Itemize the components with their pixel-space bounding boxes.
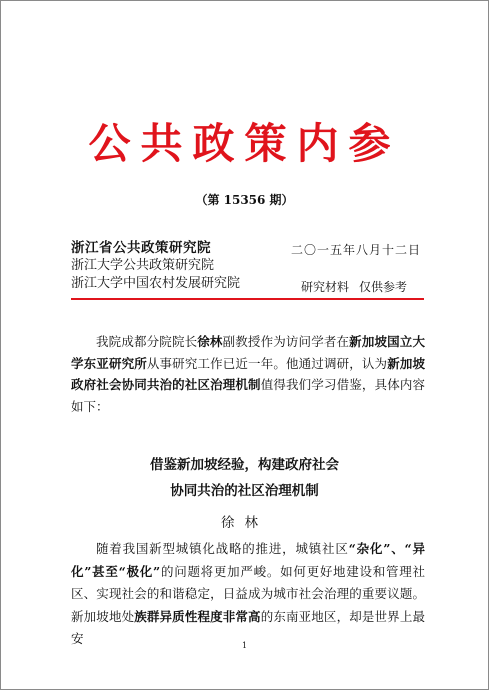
red-divider	[71, 298, 424, 300]
article-author: 徐林	[221, 515, 268, 531]
body-text: 的东南亚地区，却是世界上最安	[71, 608, 425, 646]
intro-text: 值得我们学习借鉴，具体内容如下：	[71, 377, 425, 414]
body-emphasis: “杂化”、“异化”甚至“极化”	[71, 541, 425, 579]
article-body-paragraph	[71, 538, 425, 651]
note-research-material: 研究材料	[301, 280, 350, 294]
intro-paragraph	[71, 331, 425, 417]
body-emphasis: 族群异质性程度非常高	[134, 608, 261, 624]
article-title-line: 借鉴新加坡经验，构建政府社会	[150, 457, 339, 473]
organization-name: 浙江大学公共政策研究院	[71, 258, 215, 273]
issue-number: （第 15356 期）	[195, 193, 294, 207]
page-number: 1	[241, 641, 248, 650]
intro-text: 从事研究工作已近一年。他通过调研，认为	[146, 355, 388, 371]
usage-note	[301, 278, 407, 295]
intro-topic: 新加坡政府社会协同共治的社区治理机制	[71, 355, 425, 392]
intro-text: 我院成都分院院长	[96, 334, 198, 349]
intro-text: 副教授作为访问学者在	[222, 334, 350, 349]
organization-list	[71, 239, 240, 293]
body-text: 随着我国新型城镇化战略的推进，城镇社区	[96, 541, 349, 556]
organization-name: 浙江省公共政策研究院	[71, 240, 211, 256]
masthead-title: 公共政策内参	[88, 119, 401, 168]
intro-author-name: 徐林	[197, 334, 223, 349]
note-for-reference: 仅供参考	[359, 280, 408, 294]
publication-date: 二〇一五年八月十二日	[291, 243, 422, 257]
article-title	[1, 452, 488, 504]
body-text: 的问题将更加严峻。如何更好地建设和管理社区、实现社会的和谐稳定，日益成为城市社会治理的重要议题。新加坡地处	[71, 563, 425, 624]
organization-name: 浙江大学中国农村发展研究院	[71, 276, 241, 291]
intro-institution: 新加坡国立大学东亚研究所	[71, 334, 425, 371]
article-title-line: 协同共治的社区治理机制	[170, 483, 319, 499]
